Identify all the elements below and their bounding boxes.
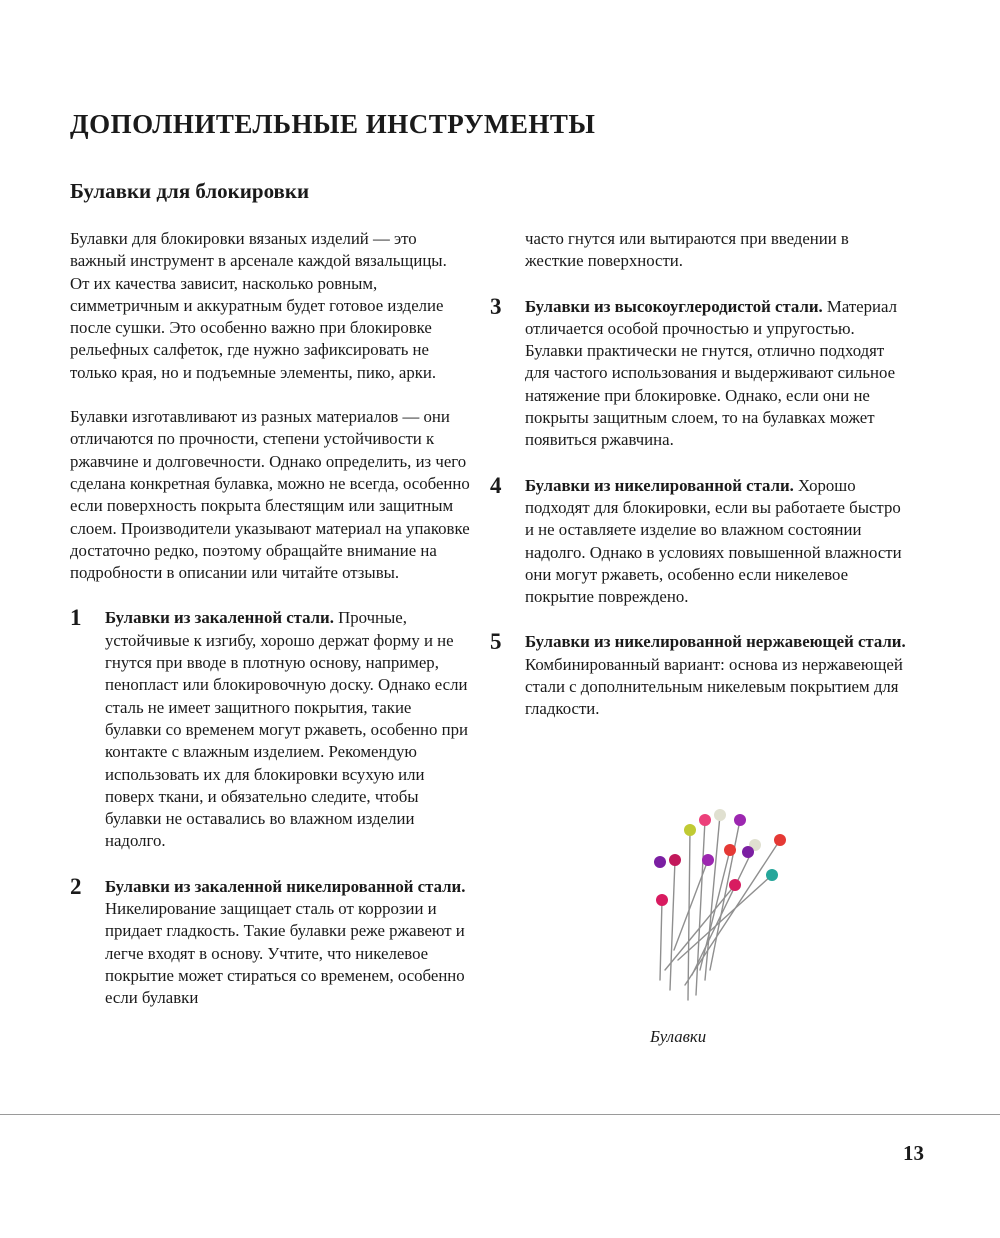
pin-head — [684, 824, 696, 836]
pin-shaft — [688, 830, 690, 1000]
page-number: 13 — [903, 1141, 924, 1165]
pin-head — [702, 854, 714, 866]
item-heading: Булавки из закаленной стали. — [105, 608, 334, 628]
item-heading: Булавки из никелированной нержавеющей стали. — [525, 632, 906, 652]
item-text: Хорошо подходят для блокировки, если вы работаете быстро и не оставляете изделие во влажном состоянии надолго. Однако в условиях повышенной влажности они могут ржаветь, особенно если никелевое покрытие повреждено. — [525, 475, 902, 607]
pin-head — [656, 894, 668, 906]
pin-head — [742, 846, 754, 858]
pin-shaft — [685, 840, 780, 985]
pin-shaft — [692, 845, 755, 975]
item-number: 3 — [490, 293, 502, 319]
pin-head — [669, 854, 681, 866]
intro-paragraph: Булавки для блокировки вязаных изделий — это важный инструмент в арсенале каждой вязальщицы. От их качества зависит, насколько ровным, симметричным и аккуратным будет готовое изделие после сушки. Это особенно важно при блокировке рельефных салфеток, где нужно зафиксировать не только края, но и подъемные элементы, пико, арки. — [70, 229, 447, 382]
item-heading: Булавки из высокоуглеродистой стали. — [525, 296, 823, 316]
item-number: 5 — [490, 629, 502, 655]
list-item — [490, 293, 910, 452]
list-item — [70, 607, 470, 852]
pin-shafts — [660, 815, 780, 1000]
item-heading: Булавки из никелированной стали. — [525, 475, 794, 495]
pin-head — [724, 844, 736, 856]
pin-head — [654, 856, 666, 868]
pin-head — [729, 879, 741, 891]
item-text: Комбинированный вариант: основа из нержавеющей стали с дополнительным никелевым покрытием для гладкости. — [525, 654, 903, 719]
list-item — [490, 631, 910, 720]
left-column — [70, 228, 470, 1010]
figure-caption: Булавки — [650, 1027, 707, 1046]
item-number: 4 — [490, 472, 502, 498]
item-number: 2 — [70, 873, 82, 899]
pin-head — [714, 809, 726, 821]
list-item — [70, 873, 470, 1010]
item-text: Никелирование защищает сталь от коррозии и придает гладкость. Такие булавки реже ржавеют и легче входят в основу. Учтите, что никелевое покрытие может стираться со временем, особенно если булавки — [105, 899, 465, 1008]
pin-shaft — [678, 875, 772, 960]
item-continuation: часто гнутся или вытираются при введении в жесткие поверхности. — [525, 229, 849, 271]
pin-shaft — [674, 860, 708, 950]
page-title: ДОПОЛНИТЕЛЬНЫЕ ИНСТРУМЕНТЫ — [70, 109, 596, 139]
item-text: Материал отличается особой прочностью и упругостью. Булавки практически не гнутся, отлично подходят для частого использования и выдерживают сильное натяжение при блокировке. Однако, если они не покрыты защитным слоем, то на булавках может появиться ржавчина. — [525, 296, 897, 450]
right-column — [490, 228, 910, 721]
pin-head — [699, 814, 711, 826]
pin-shaft — [670, 860, 675, 990]
list-item — [490, 472, 910, 609]
item-number: 1 — [70, 605, 82, 631]
item-heading: Булавки из закаленной никелированной стали. — [105, 876, 466, 896]
footer-divider — [0, 1114, 1000, 1115]
intro-paragraph: Булавки изготавливают из разных материалов — они отличаются по прочности, степени устойчивости к ржавчине и долговечности. Однако определить, из чего сделана конкретная булавка, можно не всегда, особенно если поверхность покрыта блестящим или защитным слоем. Производители указывают материал на упаковке достаточно редко, поэтому обращайте внимание на подробности в описании или читайте отзывы. — [70, 407, 470, 583]
pin-head — [774, 834, 786, 846]
item-text: Прочные, устойчивые к изгибу, хорошо держат форму и не гнутся при вводе в плотную основу, например, пенопласт или блокировочную доску. Однако если сталь не имеет защитного покрытия, такие булавки со временем могут ржаветь, особенно при контакте с влажным изделием. Рекомендую использовать их для блокировки всухую или поверх ткани, и обязательно следите, чтобы булавки не оставались во влажном изделии надолго. — [105, 608, 468, 851]
pin-shaft — [710, 820, 740, 970]
pin-shaft — [660, 900, 662, 980]
section-title: Булавки для блокировки — [70, 179, 310, 203]
pin-head — [766, 869, 778, 881]
pin-head — [734, 814, 746, 826]
pins-photo — [630, 800, 790, 1010]
